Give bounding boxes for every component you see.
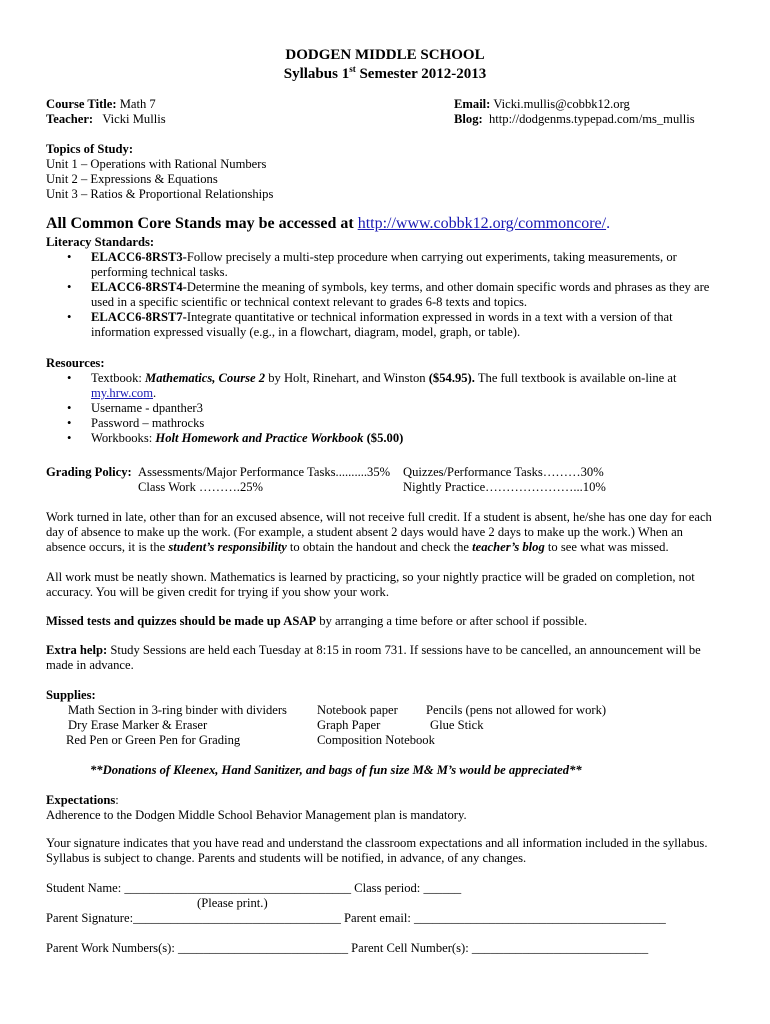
signature-note: Your signature indicates that you have read and understand the classroom expectations and all information included in the syllabus. Syllabus is subject to change. Parents and students will be notified, in advance, of any changes. [46, 836, 708, 865]
please-print-note: (Please print.) [197, 896, 268, 910]
topic-item: Unit 1 – Operations with Rational Numbers [46, 157, 267, 171]
extra-help-paragraph: Extra help: Study Sessions are held each Tuesday at 8:15 in room 731. If sessions have to be cancelled, an announcement will be made in advance. [46, 643, 701, 672]
resources-section: Resources: • Textbook: Mathematics, Course 2 by Holt, Rinehart, and Winston ($54.95). The full textbook is available on-line at my.hrw.com. • Username - dpanther3 • Password – mathrocks • Workbooks: Holt Homework and Practice Workbook ($5.00) [46, 356, 677, 445]
supplies-col3 [426, 703, 606, 733]
list-item: • ELACC6-8RST7-Integrate quantitative or technical information expressed in words in a text with a version of that information expressed visually (e.g., in a flowchart, diagram, model, graph, or table). [67, 310, 673, 339]
supply-item: Notebook paper [317, 703, 398, 717]
neatness-paragraph: All work must be neatly shown. Mathematics is learned by practicing, so your nightly practice will be graded on completion, not accuracy. You will be given credit for trying if you show your work. [46, 570, 695, 599]
email: Email: Vicki.mullis@cobbk12.org [454, 97, 630, 111]
list-item: • Password – mathrocks [67, 416, 205, 430]
topic-item: Unit 3 – Ratios & Proportional Relationships [46, 187, 274, 201]
list-item: • ELACC6-8RST4-Determine the meaning of symbols, key terms, and other domain specific words and phrases as they are used in a specific scientific or technical context relevant to grades 6-8 texts and topics. [67, 280, 710, 309]
donations-note: **Donations of Kleenex, Hand Sanitizer, and bags of fun size M& M’s would be appreciated** [90, 763, 582, 777]
literacy-section: Literacy Standards: • ELACC6-8RST3-Follow precisely a multi-step procedure when carrying out experiments, taking measurements, or performing technical tasks. • ELACC6-8RST4-Determine the meaning of symbols, key terms, and other domain specific words and phrases as they are used in a specific scientific or technical context relevant to grades 6-8 texts and topics. • ELACC6-8RST7-Integrate quantitative or technical information expressed in words in a text with a version of that information expressed visually (e.g., in a flowchart, diagram, model, graph, or table). [46, 235, 710, 339]
grading-label: Grading Policy: [46, 465, 132, 479]
blog: Blog: http://dodgenms.typepad.com/ms_mullis [454, 112, 695, 126]
list-item: • Textbook: Mathematics, Course 2 by Holt, Rinehart, and Winston ($54.95). The full textbook is available on-line at my.hrw.com. [67, 371, 677, 400]
parent-signature-field[interactable]: Parent Signature:_________________________________ Parent email: ________________________________________ [46, 911, 666, 925]
list-item: • ELACC6-8RST3-Follow precisely a multi-step procedure when carrying out experiments, taking measurements, or performing technical tasks. [67, 250, 677, 279]
teacher: Teacher: Vicki Mullis [46, 112, 166, 126]
supply-item: Pencils (pens not allowed for work) [426, 703, 607, 717]
supply-item: Math Section in 3-ring binder with dividers [68, 703, 287, 717]
grading-line2-right: Nightly Practice…………………...10% [403, 480, 606, 494]
list-item: • Username - dpanther3 [67, 401, 203, 415]
expectations-section: Expectations: Adherence to the Dodgen Middle School Behavior Management plan is mandatory. [46, 793, 467, 822]
topic-item: Unit 2 – Expressions & Equations [46, 172, 218, 186]
common-core-link[interactable]: http://www.cobbk12.org/commoncore/ [357, 215, 607, 232]
course-title: Course Title: Math 7 [46, 97, 156, 111]
supply-item: Composition Notebook [317, 733, 435, 747]
supply-item: Glue Stick [430, 718, 484, 732]
parent-numbers-field[interactable]: Parent Work Numbers(s): ___________________________ Parent Cell Number(s): ____________________________ [46, 941, 649, 955]
syllabus-title: Syllabus 1st Semester 2012-2013 [283, 64, 487, 82]
topics-section: Topics of Study: Unit 1 – Operations with Rational Numbers Unit 2 – Expressions & Equations Unit 3 – Ratios & Proportional Relationships [46, 142, 274, 201]
student-name-field[interactable]: Student Name: ____________________________________ Class period: ______ [46, 881, 462, 895]
supply-item: Graph Paper [317, 718, 381, 732]
hrw-link[interactable]: my.hrw.com [91, 386, 154, 400]
grading-line1-left: Assessments/Major Performance Tasks..........35% [138, 465, 391, 479]
supplies-heading: Supplies: [46, 688, 96, 702]
missed-tests-paragraph: Missed tests and quizzes should be made up ASAP by arranging a time before or after school if possible. [46, 614, 588, 628]
supplies-col1 [68, 703, 287, 748]
grading-line2-left: Class Work ……….25% [138, 480, 264, 494]
school-name: DODGEN MIDDLE SCHOOL [285, 47, 485, 63]
supply-item: Dry Erase Marker & Eraser [68, 718, 208, 732]
list-item: • Workbooks: Holt Homework and Practice Workbook ($5.00) [67, 431, 404, 445]
late-work-paragraph: Work turned in late, other than for an excused absence, will not receive full credit. If a student is absent, he/she has one day for each day of absence to make up the work. (For example, a student absent 2 days would have 2 days to make up the work.) When an absence occurs, it is the student’s responsibility to obtain the handout and check the teacher’s blog to see what was missed. [46, 510, 712, 554]
common-core-heading: All Common Core Stands may be accessed at http://www.cobbk12.org/commoncore/. [46, 215, 611, 232]
supply-item: Red Pen or Green Pen for Grading [66, 733, 241, 747]
supplies-col2 [317, 703, 435, 748]
grading-line1-right: Quizzes/Performance Tasks………30% [403, 465, 604, 479]
